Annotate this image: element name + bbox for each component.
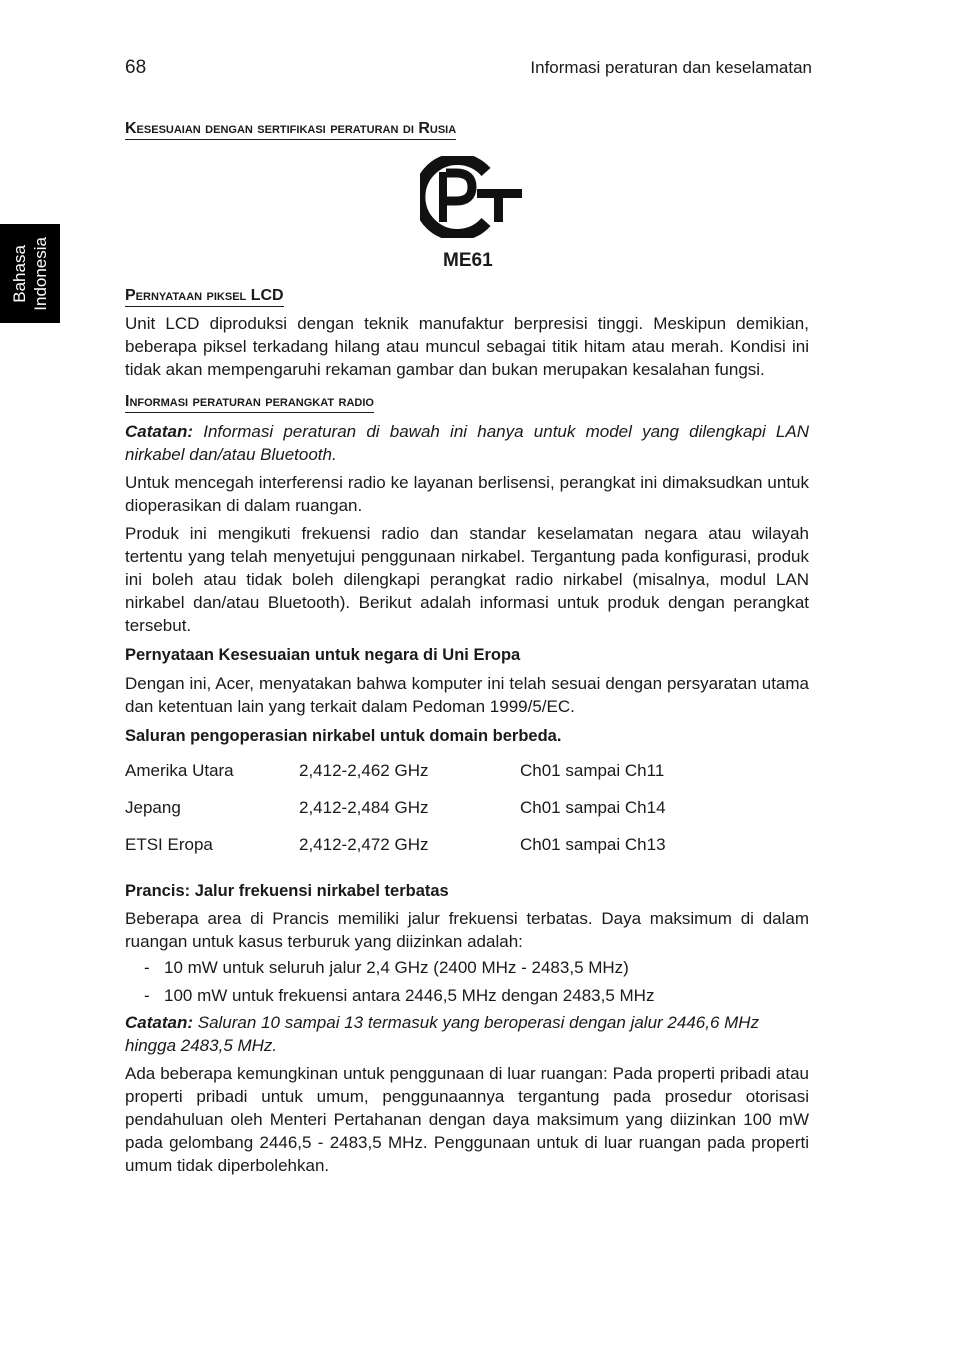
note-label: Catatan:: [125, 1013, 194, 1032]
section-heading: Kesesuaian dengan sertifikasi peraturan di Rusia: [125, 119, 456, 140]
france-paragraph: Beberapa area di Prancis memiliki jalur frekuensi terbatas. Daya maksimum di dalam ruangan untuk kasus terburuk yang diizinkan adalah:: [125, 909, 809, 951]
subsection-heading: Saluran pengoperasian nirkabel untuk domain berbeda.: [125, 727, 562, 745]
range-cell: 2,412-2,462 GHz: [299, 761, 429, 780]
list-item: - 10 mW untuk seluruh jalur 2,4 GHz (2400 MHz - 2483,5 MHz): [144, 958, 629, 977]
section-eu: [125, 644, 809, 718]
power-limit-list: [125, 954, 809, 1010]
section-heading: Informasi peraturan perangkat radio: [125, 392, 374, 413]
note-label: Catatan:: [125, 422, 194, 441]
model-number: ME61: [443, 250, 493, 271]
section-france: [125, 880, 809, 1177]
radio-note: [125, 420, 809, 466]
subsection-heading: Pernyataan Kesesuaian untuk negara di Uni Eropa: [125, 646, 521, 664]
page-content: [125, 119, 809, 1177]
region-cell: Amerika Utara: [125, 761, 234, 780]
channels-cell: Ch01 sampai Ch14: [520, 798, 666, 817]
table-row: [125, 798, 666, 835]
channels-cell: Ch01 sampai Ch13: [520, 835, 666, 854]
language-side-tab-label: Bahasa Indonesia: [10, 236, 50, 311]
running-header: Informasi peraturan dan keselamatan: [530, 58, 812, 77]
eu-paragraph: Dengan ini, Acer, menyatakan bahwa komputer ini telah sesuai dengan persyaratan utama dan ketentuan lain yang terkait dalam Pedoman 1999/5/EC.: [125, 674, 809, 716]
section-russia: [125, 119, 809, 272]
note-text: Saluran 10 sampai 13 termasuk yang beroperasi dengan jalur 2446,6 MHz hingga 2483,5 MHz.: [125, 1013, 760, 1055]
pct-certification-logo-icon: [420, 156, 524, 238]
radio-paragraph: Produk ini mengikuti frekuensi radio dan standar keselamatan negara atau wilayah tertentu yang telah menyetujui penggunaan nirkabel. Tergantung pada konfigurasi, produk ini boleh atau tidak boleh dilengkapi perangkat radio nirkabel (misalnya, modul LAN nirkabel dan/atau Bluetooth). Berikut adalah informasi untuk produk dengan perangkat tersebut.: [125, 524, 809, 635]
channel-table: [125, 761, 666, 872]
lcd-paragraph: Unit LCD diproduksi dengan teknik manufaktur berpresisi tinggi. Meskipun demikian, beberapa piksel terkadang hilang atau muncul sebagai titik hitam atau merah. Kondisi ini tidak akan mempengaruhi rekaman gambar dan bukan merupakan kesalahan fungsi.: [125, 314, 809, 379]
page-number: 68: [125, 57, 147, 78]
region-cell: Jepang: [125, 798, 181, 817]
region-cell: ETSI Eropa: [125, 835, 213, 854]
section-lcd: [125, 286, 809, 381]
radio-paragraph: Untuk mencegah interferensi radio ke layanan berlisensi, perangkat ini dimaksudkan untuk dioperasikan di dalam ruangan.: [125, 473, 809, 515]
outdoor-paragraph: Ada beberapa kemungkinan untuk penggunaan di luar ruangan: Pada properti pribadi atau properti pribadi untuk umum, penggunaannya tergantung pada prosedur otorisasi pendahuluan oleh Menteri Pertahanan dengan daya maksimum yang diizinkan 100 mW pada gelombang 2446,5 - 2483,5 MHz. Penggunaan untuk di luar ruangan pada properti umum tidak diperbolehkan.: [125, 1064, 809, 1175]
subsection-heading: Prancis: Jalur frekuensi nirkabel terbatas: [125, 882, 449, 900]
section-heading: Pernyataan piksel LCD: [125, 286, 284, 307]
section-channels: [125, 725, 809, 872]
france-note: [125, 1011, 809, 1057]
channels-cell: Ch01 sampai Ch11: [520, 761, 665, 780]
range-cell: 2,412-2,484 GHz: [299, 798, 429, 817]
language-side-tab: [0, 224, 60, 323]
list-item: - 100 mW untuk frekuensi antara 2446,5 MHz dengan 2483,5 MHz: [144, 986, 655, 1005]
table-row: [125, 835, 666, 872]
note-text: Informasi peraturan di bawah ini hanya untuk model yang dilengkapi LAN nirkabel dan/atau Bluetooth.: [125, 422, 809, 464]
section-radio: [125, 392, 809, 637]
range-cell: 2,412-2,472 GHz: [299, 835, 429, 854]
table-row: [125, 761, 666, 798]
